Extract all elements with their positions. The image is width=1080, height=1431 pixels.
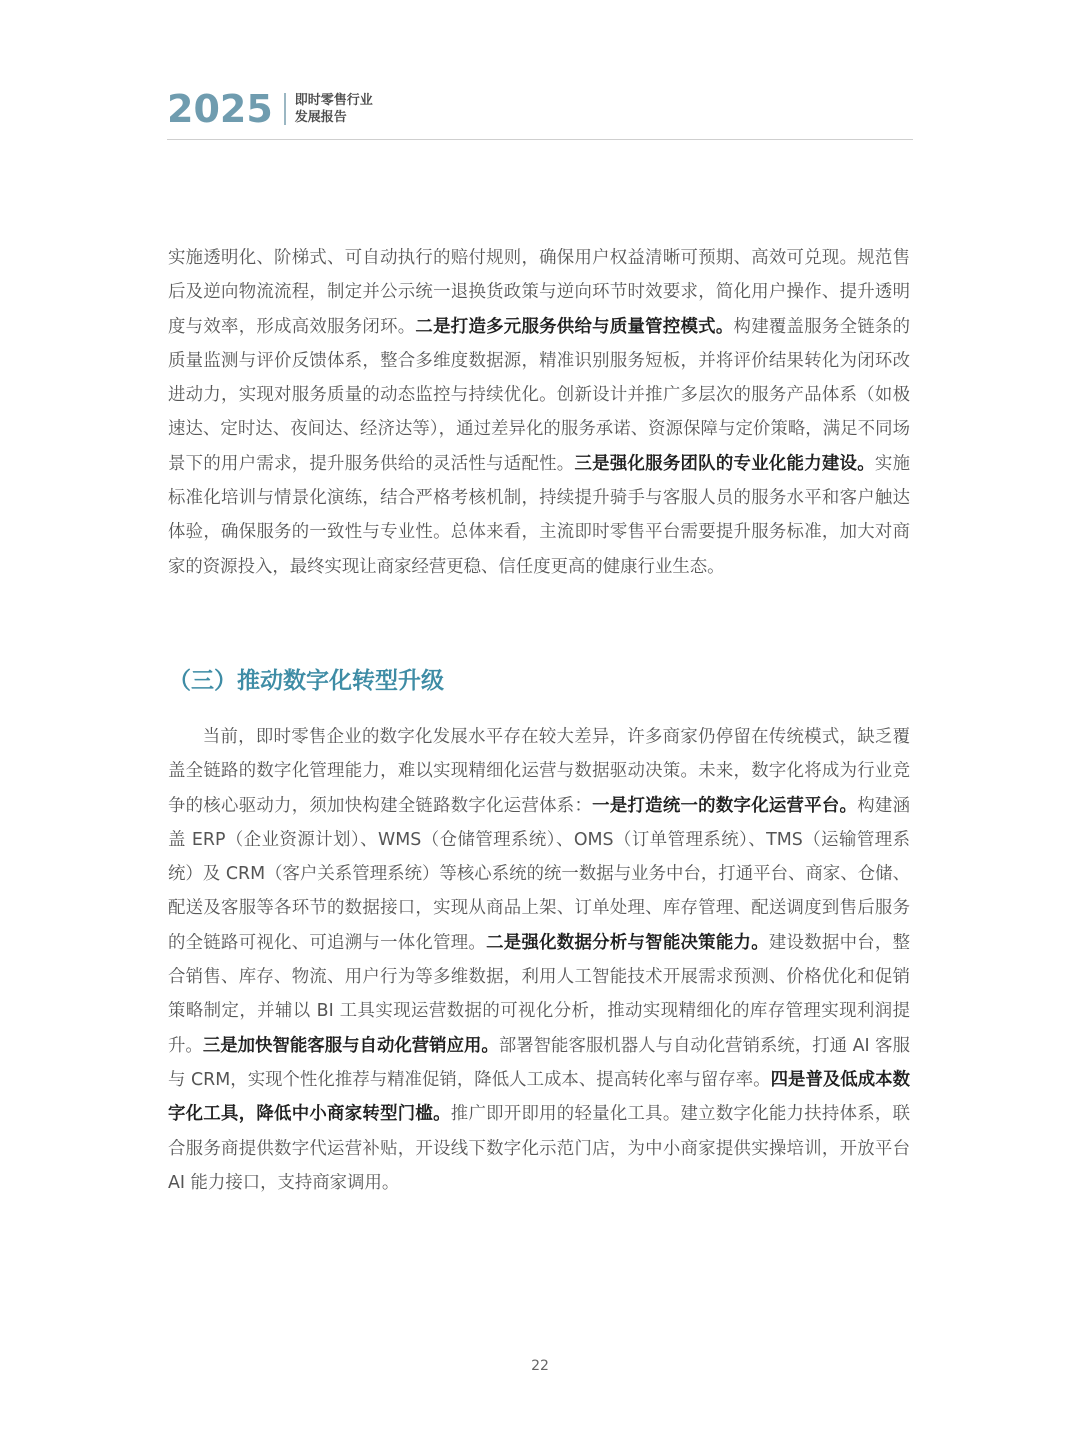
text-run: 推广即开即用的轻量化工具。建立数字化能力扶持体系，联合服务商提供数字代运营补贴，开设线下数字化示范门店，为中小商家提供实操培训，开放平台 AI 能力接口，支持商家调用。 xyxy=(168,1104,910,1193)
bold-run: 一是打造统一的数字化运营平台。 xyxy=(592,795,858,816)
text-run: 构建覆盖服务全链条的质量监测与评价反馈体系，整合多维度数据源，精准识别服务短板，并将评价结果转化为闭环改进动力，实现对服务质量的动态监控与持续优化。创新设计并推广多层次的服务产品体系（如极速达、定时达、夜间达、经济达等），通过差异化的服务承诺、资源保障与定价策略，满足不同场景下的用户需求，提升服务供给的灵活性与适配性。 xyxy=(168,316,910,474)
header-title xyxy=(295,92,373,126)
section-title: （三）推动数字化转型升级 xyxy=(168,668,444,694)
header-divider xyxy=(284,93,286,125)
text-run: 构建涵盖 ERP（企业资源计划）、WMS（仓储管理系统）、OMS（订单管理系统）、TMS（运输管理系统）及 CRM（客户关系管理系统）等核心系统的统一数据与业务中台，打通平台、商家、仓储、配送及客服等各环节的数据接口，实现从商品上架、订单处理、库存管理、配送调度到售后服务的全链路可视化、可追溯与一体化管理。 xyxy=(168,795,910,953)
body-paragraph-2 xyxy=(168,720,910,1200)
text-run: 实施标准化培训与情景化演练，结合严格考核机制，持续提升骑手与客服人员的服务水平和客户触达体验，确保服务的一致性与专业性。总体来看，主流即时零售平台需要提升服务标准，加大对商家的资源投入，最终实现让商家经营更稳、信任度更高的健康行业生态。 xyxy=(168,453,910,577)
bold-run: 三是强化服务团队的专业化能力建设。 xyxy=(574,453,875,474)
bold-run: 二是打造多元服务供给与质量管控模式。 xyxy=(415,316,734,337)
page-number: 22 xyxy=(531,1358,549,1374)
header-rule xyxy=(167,139,913,140)
bold-run: 三是加快智能客服与自动化营销应用。 xyxy=(202,1035,499,1056)
text-run: 实施透明化、阶梯式、可自动执行的赔付规则，确保用户权益清晰可预期、高效可兑现。规范售后及逆向物流流程，制定并公示统一退换货政策与逆向环节时效要求，简化用户操作、提升透明度与效率，形成高效服务闭环。 xyxy=(168,248,910,337)
body-paragraph-1 xyxy=(168,241,910,584)
bold-run: 四是普及低成本数字化工具，降低中小商家转型门槛。 xyxy=(168,1069,910,1125)
header-year: 2025 xyxy=(167,87,273,131)
header-title-line2: 发展报告 xyxy=(294,110,347,125)
bold-run: 二是强化数据分析与智能决策能力。 xyxy=(486,932,769,953)
text-run: 部署智能客服机器人与自动化营销系统，打通 AI 客服与 CRM，实现个性化推荐与精准促销，降低人工成本、提高转化率与留存率。 xyxy=(168,1035,910,1090)
text-run: 当前，即时零售企业的数字化发展水平存在较大差异，许多商家仍停留在传统模式，缺乏覆盖全链路的数字化管理能力，难以实现精细化运营与数据驱动决策。未来，数字化将成为行业竞争的核心驱动力，须加快构建全链路数字化运营体系： xyxy=(168,727,910,816)
report-header xyxy=(167,86,373,132)
text-run: 建设数据中台，整合销售、库存、物流、用户行为等多维数据，利用人工智能技术开展需求预测、价格优化和促销策略制定，并辅以 BI 工具实现运营数据的可视化分析，推动实现精细化的库存管理实现利润提升。 xyxy=(168,932,910,1056)
header-title-line1: 即时零售行业 xyxy=(294,93,373,108)
